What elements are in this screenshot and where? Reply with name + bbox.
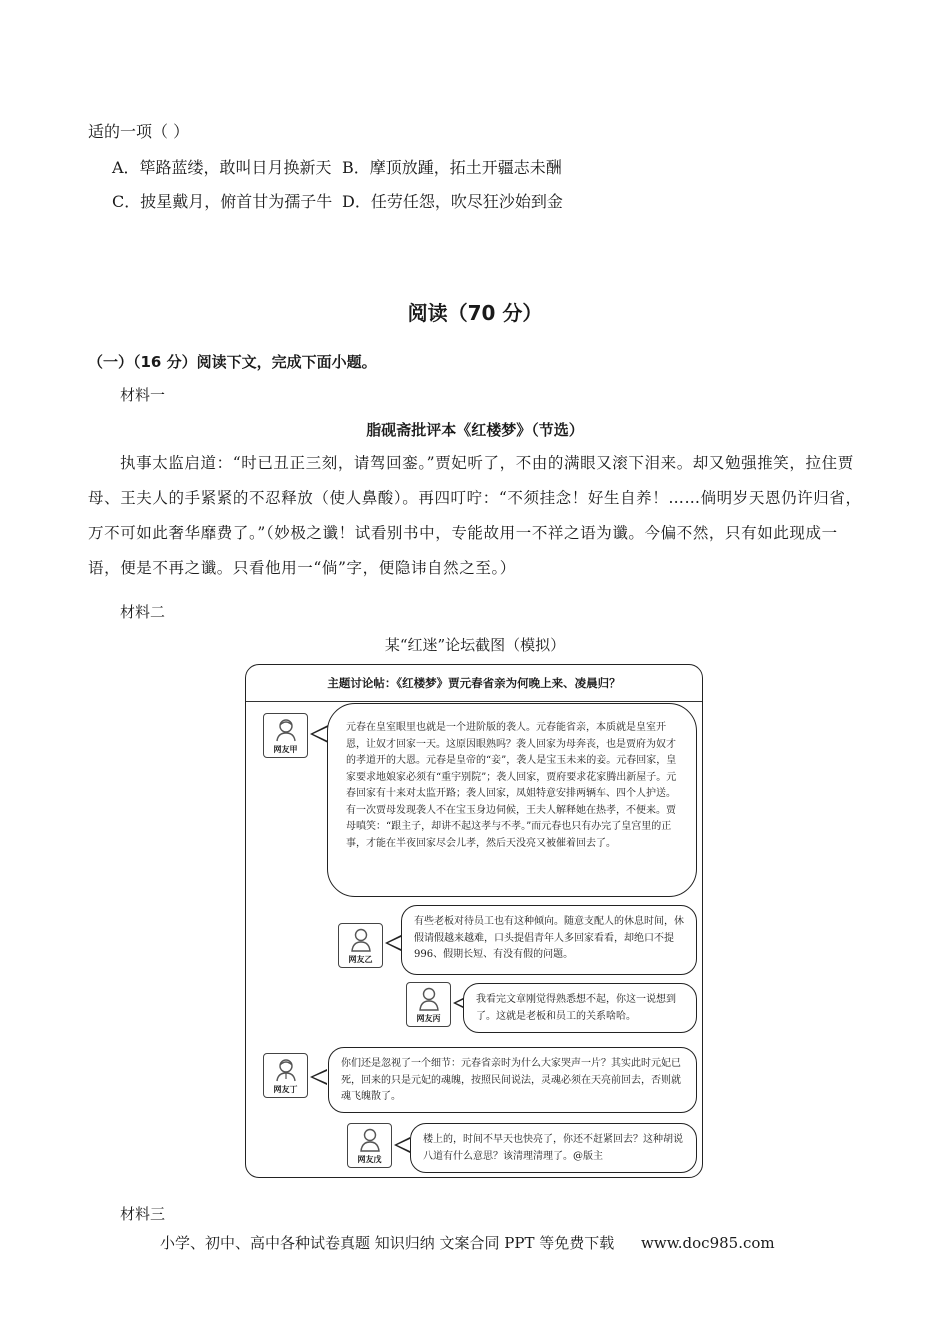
avatar-user-c: [406, 982, 451, 1027]
avatar-user-e: [347, 1123, 392, 1168]
bubble-tail-inner: [313, 1071, 327, 1083]
bubble-tail-inner: [313, 727, 328, 741]
bubble-tail-inner: [388, 937, 401, 949]
post-user-label: 网友丁: [273, 1085, 298, 1094]
material2-label: 材料二: [120, 603, 166, 621]
avatar-user-d: [263, 1053, 308, 1098]
option-b: B．摩顶放踵，拓土开疆志未酬: [342, 158, 562, 177]
material2-caption: 某“红迷”论坛截图（模拟）: [384, 636, 566, 654]
user-icon: [360, 1128, 380, 1152]
post-bubble: 元春在皇室眼里也就是一个进阶版的袭人。元春能省亲，本质就是皇室开恩，让奴才回家一天。这原因眼熟吗？袭人回家为母奔丧，也是贾府为奴才的孝道开的大恩。元春是皇帝的“妾”，袭人是宝玉未来的妾。元春回家，皇家要求地娘家必须有“重宇别院”；袭人回家，贾府要求花家腾出新屋子。元春回家有十来对太监开路；袭人回家，凤姐特意安排两辆车、四个人护送。有一次贾母发现袭人不在宝玉身边伺候，王夫人解释她在热孝，不便来。贾母嗔笑：“跟主子，却讲不起这孝与不孝。”而元春也只有办完了皇宫里的正事，才能在半夜回家尽会儿孝，然后天没亮又被催着回去了。: [327, 703, 697, 897]
post-bubble: 你们还是忽视了一个细节：元春省亲时为什么大家哭声一片？其实此时元妃已死，回来的只是元妃的魂魄，按照民间说法，灵魂必须在天亮前回去，否则就魂飞魄散了。: [328, 1047, 697, 1113]
section-sub-heading: （一）（16 分）阅读下文，完成下面小题。: [88, 353, 377, 371]
post-user-label: 网友戊: [357, 1155, 382, 1164]
post-bubble: 楼上的，时间不早天也快亮了，你还不赶紧回去？这种胡说八道有什么意思？该清理清理了。@版主: [410, 1123, 697, 1173]
material1-title: 脂砚斋批评本《红楼梦》（节选）: [366, 421, 584, 439]
material1-label: 材料一: [120, 386, 166, 404]
option-a: A．筚路蓝缕，敢叫日月换新天: [112, 158, 332, 177]
material1-text: 执事太监启道：“时已丑正三刻，请驾回銮。”贾妃听了，不由的满眼又滚下泪来。却又勉强推笑，拉住贾母、王夫人的手紧紧的不忍释放（使人鼻酸）。再四叮咛：“不须挂念！好生自养！……倘明岁天恩仍许归省，万不可如此奢华靡费了。”（妙极之谶！试看别书中，专能故用一不祥之语为谶。今偏不然，只有如此现成一语，便是不再之谶。只看他用一“倘”字，便隐讳自然之至。）: [88, 454, 862, 577]
option-d: D．任劳任怨，吹尽狂沙始到金: [342, 192, 563, 211]
footer-url[interactable]: www.doc985.com: [641, 1234, 775, 1252]
footer-text: 小学、初中、高中各种试卷真题 知识归纳 文案合同 PPT 等免费下载: [160, 1234, 615, 1252]
question-stem-tail: 适的一项（ ）: [88, 122, 190, 141]
avatar-user-a: [263, 713, 308, 758]
bubble-tail-inner: [397, 1139, 410, 1151]
user-icon: [276, 1058, 296, 1082]
user-icon: [351, 928, 371, 952]
avatar-user-b: [338, 923, 383, 968]
post-user-label: 网友甲: [273, 745, 298, 754]
section-title: 阅读（70 分）: [407, 301, 543, 325]
forum-screenshot: [245, 664, 703, 1178]
footer: [160, 1232, 775, 1253]
post-bubble: 我看完文章刚觉得熟悉想不起，你这一说想到了。这就是老板和员工的关系啥哈。: [463, 983, 697, 1033]
material3-label: 材料三: [120, 1205, 166, 1223]
forum-title: 主题讨论帖：《红楼梦》贾元春省亲为何晚上来、凌晨归？: [246, 665, 702, 702]
option-c: C．披星戴月，俯首甘为孺子牛: [112, 192, 333, 211]
user-icon: [276, 718, 296, 742]
user-icon: [419, 987, 439, 1011]
post-bubble: 有些老板对待员工也有这种倾向。随意支配人的休息时间，休假请假越来越难，口头提倡青年人多回家看看，却绝口不提 996、假期长短、有没有假的问题。: [401, 905, 697, 975]
post-user-label: 网友丙: [416, 1014, 441, 1023]
post-user-label: 网友乙: [348, 955, 373, 964]
